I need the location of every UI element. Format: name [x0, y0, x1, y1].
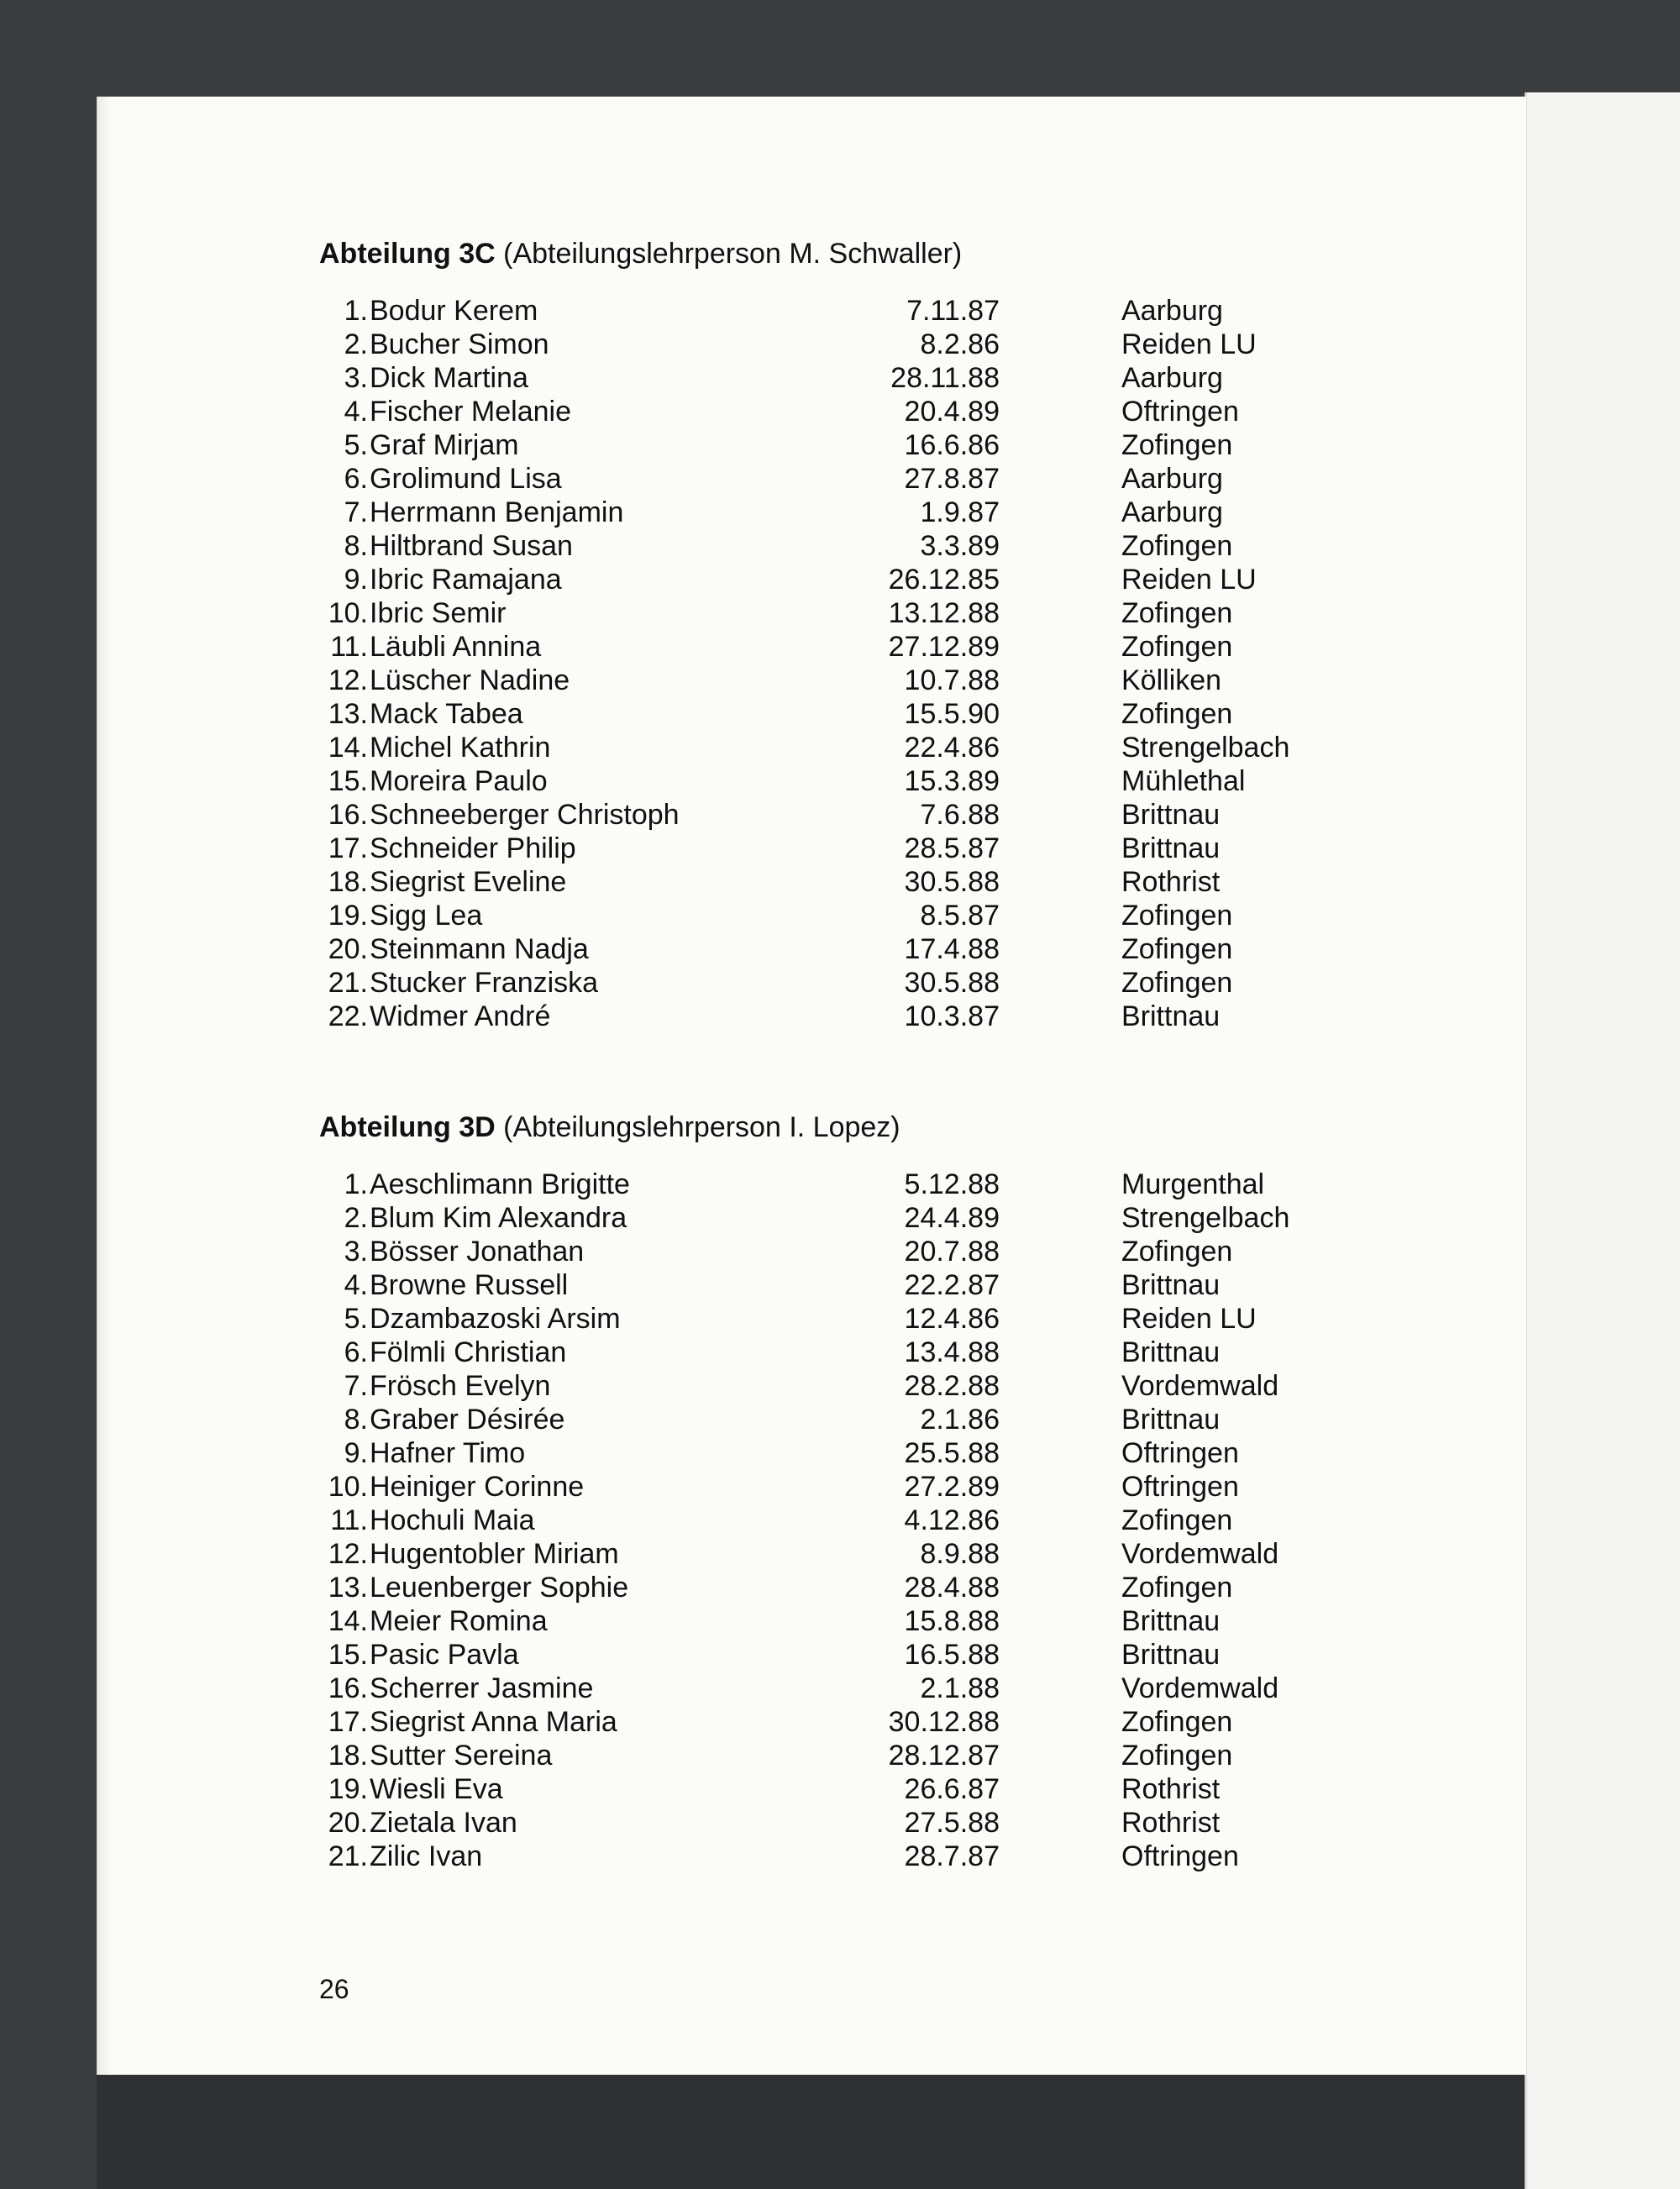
student-name: Siegrist Eveline — [370, 866, 567, 898]
student-name: Pasic Pavla — [370, 1639, 519, 1671]
row-number: 10. — [328, 1471, 368, 1503]
student-row — [319, 1672, 1411, 1705]
hometown: Brittnau — [1121, 1269, 1221, 1301]
student-name: Leuenberger Sophie — [370, 1572, 629, 1604]
hometown: Rothrist — [1121, 866, 1221, 898]
student-row — [319, 1739, 1411, 1772]
hometown: Vordemwald — [1121, 1370, 1279, 1402]
birth-date: 20.4.89 — [904, 396, 1000, 428]
row-number: 16. — [328, 1672, 368, 1704]
birth-date: 7.11.87 — [906, 295, 1000, 327]
student-name: Siegrist Anna Maria — [370, 1706, 617, 1738]
hometown: Reiden LU — [1121, 328, 1257, 360]
row-number: 13. — [328, 1572, 368, 1604]
hometown: Zofingen — [1121, 698, 1233, 730]
row-number: 5. — [344, 1303, 368, 1335]
student-name: Dick Martina — [370, 362, 528, 394]
student-name: Grolimund Lisa — [370, 463, 562, 495]
hometown: Brittnau — [1121, 1000, 1221, 1032]
birth-date: 27.2.89 — [904, 1471, 1000, 1503]
section-teacher: (Abteilungslehrperson M. Schwaller) — [503, 238, 963, 270]
hometown: Zofingen — [1121, 1706, 1233, 1738]
birth-date: 27.5.88 — [904, 1807, 1000, 1839]
birth-date: 2.1.88 — [920, 1672, 1000, 1704]
student-name: Steinmann Nadja — [370, 933, 589, 965]
row-number: 21. — [328, 1840, 368, 1872]
student-row — [319, 865, 1411, 899]
student-row — [319, 428, 1411, 462]
row-number: 9. — [344, 1437, 368, 1469]
student-name: Schneeberger Christoph — [370, 799, 680, 831]
student-name: Blum Kim Alexandra — [370, 1202, 627, 1234]
birth-date: 28.7.87 — [904, 1840, 1000, 1872]
row-number: 22. — [328, 1000, 368, 1032]
birth-date: 30.5.88 — [904, 866, 1000, 898]
birth-date: 3.3.89 — [920, 530, 1000, 562]
birth-date: 15.8.88 — [904, 1605, 1000, 1637]
hometown: Aarburg — [1121, 463, 1223, 495]
student-row — [319, 1806, 1411, 1840]
birth-date: 26.12.85 — [888, 564, 1000, 596]
student-row — [319, 932, 1411, 966]
student-name: Graber Désirée — [370, 1404, 565, 1436]
row-number: 6. — [344, 1336, 368, 1368]
birth-date: 16.5.88 — [904, 1639, 1000, 1671]
row-number: 6. — [344, 463, 368, 495]
student-list — [319, 1168, 1411, 1873]
row-number: 14. — [328, 732, 368, 764]
class-3d-section — [319, 1110, 1411, 1873]
row-number: 19. — [328, 1773, 368, 1805]
hometown: Zofingen — [1121, 631, 1233, 663]
class-3c-section — [319, 237, 1411, 1033]
birth-date: 25.5.88 — [904, 1437, 1000, 1469]
student-name: Graf Mirjam — [370, 429, 519, 461]
hometown: Zofingen — [1121, 429, 1233, 461]
student-row — [319, 1201, 1411, 1235]
student-list — [319, 294, 1411, 1033]
birth-date: 10.7.88 — [904, 664, 1000, 696]
birth-date: 28.12.87 — [888, 1740, 1000, 1772]
student-name: Bucher Simon — [370, 328, 549, 360]
student-row — [319, 496, 1411, 529]
student-name: Hochuli Maia — [370, 1504, 535, 1536]
row-number: 20. — [328, 933, 368, 965]
row-number: 10. — [328, 597, 368, 629]
student-name: Lüscher Nadine — [370, 664, 570, 696]
student-row — [319, 1638, 1411, 1672]
birth-date: 26.6.87 — [904, 1773, 1000, 1805]
hometown: Oftringen — [1121, 1437, 1239, 1469]
row-number: 18. — [328, 866, 368, 898]
row-number: 17. — [328, 832, 368, 864]
hometown: Zofingen — [1121, 967, 1233, 999]
student-name: Ibric Ramajana — [370, 564, 562, 596]
birth-date: 20.7.88 — [904, 1236, 1000, 1268]
student-row — [319, 664, 1411, 697]
birth-date: 30.12.88 — [888, 1706, 1000, 1738]
birth-date: 8.9.88 — [920, 1538, 1000, 1570]
birth-date: 28.11.88 — [890, 362, 1000, 394]
birth-date: 10.3.87 — [904, 1000, 1000, 1032]
student-row — [319, 1000, 1411, 1033]
hometown: Zofingen — [1121, 1504, 1233, 1536]
student-name: Heiniger Corinne — [370, 1471, 585, 1503]
row-number: 21. — [328, 967, 368, 999]
student-row — [319, 294, 1411, 328]
hometown: Brittnau — [1121, 799, 1221, 831]
birth-date: 28.4.88 — [904, 1572, 1000, 1604]
student-name: Scherrer Jasmine — [370, 1672, 594, 1704]
birth-date: 22.4.86 — [904, 732, 1000, 764]
row-number: 20. — [328, 1807, 368, 1839]
hometown: Oftringen — [1121, 396, 1239, 428]
row-number: 2. — [344, 328, 368, 360]
section-teacher: (Abteilungslehrperson I. Lopez) — [503, 1111, 900, 1143]
hometown: Zofingen — [1121, 1572, 1233, 1604]
student-name: Ibric Semir — [370, 597, 507, 629]
row-number: 15. — [328, 765, 368, 797]
student-name: Bodur Kerem — [370, 295, 538, 327]
student-row — [319, 1302, 1411, 1336]
page-number: 26 — [319, 1974, 349, 2004]
row-number: 7. — [344, 496, 368, 528]
row-number: 8. — [344, 1404, 368, 1436]
hometown: Aarburg — [1121, 362, 1223, 394]
birth-date: 13.12.88 — [888, 597, 1000, 629]
birth-date: 5.12.88 — [904, 1168, 1000, 1200]
student-row — [319, 1168, 1411, 1201]
birth-date: 2.1.86 — [920, 1404, 1000, 1436]
student-row — [319, 1235, 1411, 1268]
hometown: Murgenthal — [1121, 1168, 1265, 1200]
birth-date: 8.5.87 — [920, 900, 1000, 932]
student-row — [319, 1403, 1411, 1436]
hometown: Reiden LU — [1121, 564, 1257, 596]
birth-date: 22.2.87 — [904, 1269, 1000, 1301]
student-name: Wiesli Eva — [370, 1773, 503, 1805]
student-row — [319, 1772, 1411, 1806]
student-name: Zilic Ivan — [370, 1840, 483, 1872]
student-name: Moreira Paulo — [370, 765, 548, 797]
hometown: Aarburg — [1121, 295, 1223, 327]
student-name: Fölmli Christian — [370, 1336, 567, 1368]
student-name: Fischer Melanie — [370, 396, 571, 428]
birth-date: 28.5.87 — [904, 832, 1000, 864]
row-number: 13. — [328, 698, 368, 730]
row-number: 17. — [328, 1706, 368, 1738]
birth-date: 27.8.87 — [904, 463, 1000, 495]
hometown: Brittnau — [1121, 1404, 1221, 1436]
student-name: Schneider Philip — [370, 832, 576, 864]
hometown: Oftringen — [1121, 1840, 1239, 1872]
facing-page-edge — [1525, 92, 1680, 2189]
student-name: Zietala Ivan — [370, 1807, 517, 1839]
student-row — [319, 764, 1411, 798]
row-number: 4. — [344, 1269, 368, 1301]
hometown: Zofingen — [1121, 933, 1233, 965]
row-number: 19. — [328, 900, 368, 932]
birth-date: 28.2.88 — [904, 1370, 1000, 1402]
student-name: Browne Russell — [370, 1269, 569, 1301]
student-name: Läubli Annina — [370, 631, 542, 663]
birth-date: 16.6.86 — [904, 429, 1000, 461]
student-row — [319, 697, 1411, 731]
row-number: 4. — [344, 396, 368, 428]
student-row — [319, 1436, 1411, 1470]
student-row — [319, 1369, 1411, 1403]
hometown: Zofingen — [1121, 1740, 1233, 1772]
hometown: Rothrist — [1121, 1773, 1221, 1805]
section-title: Abteilung 3C — [319, 238, 496, 270]
hometown: Brittnau — [1121, 832, 1221, 864]
row-number: 15. — [328, 1639, 368, 1671]
student-name: Mack Tabea — [370, 698, 523, 730]
section-title: Abteilung 3D — [319, 1111, 496, 1143]
section-heading — [319, 237, 1411, 270]
hometown: Mühlethal — [1121, 765, 1246, 797]
birth-date: 15.5.90 — [904, 698, 1000, 730]
birth-date: 24.4.89 — [904, 1202, 1000, 1234]
birth-date: 13.4.88 — [904, 1336, 1000, 1368]
student-name: Stucker Franziska — [370, 967, 599, 999]
row-number: 5. — [344, 429, 368, 461]
student-row — [319, 563, 1411, 596]
hometown: Zofingen — [1121, 597, 1233, 629]
row-number: 12. — [328, 1538, 368, 1570]
student-name: Herrmann Benjamin — [370, 496, 624, 528]
student-name: Widmer André — [370, 1000, 551, 1032]
student-row — [319, 630, 1411, 664]
student-row — [319, 596, 1411, 630]
birth-date: 17.4.88 — [904, 933, 1000, 965]
student-name: Michel Kathrin — [370, 732, 551, 764]
section-heading — [319, 1110, 1411, 1144]
hometown: Aarburg — [1121, 496, 1223, 528]
hometown: Kölliken — [1121, 664, 1222, 696]
birth-date: 27.12.89 — [888, 631, 1000, 663]
hometown: Zofingen — [1121, 530, 1233, 562]
hometown: Strengelbach — [1121, 732, 1290, 764]
student-row — [319, 1705, 1411, 1739]
hometown: Zofingen — [1121, 900, 1233, 932]
student-name: Sigg Lea — [370, 900, 483, 932]
student-row — [319, 798, 1411, 832]
student-row — [319, 1336, 1411, 1369]
hometown: Brittnau — [1121, 1639, 1221, 1671]
hometown: Vordemwald — [1121, 1672, 1279, 1704]
student-row — [319, 462, 1411, 496]
birth-date: 4.12.86 — [904, 1504, 1000, 1536]
student-row — [319, 361, 1411, 395]
row-number: 1. — [344, 1168, 368, 1200]
row-number: 14. — [328, 1605, 368, 1637]
hometown: Reiden LU — [1121, 1303, 1257, 1335]
birth-date: 7.6.88 — [920, 799, 1000, 831]
student-row — [319, 1268, 1411, 1302]
student-name: Meier Romina — [370, 1605, 548, 1637]
student-row — [319, 529, 1411, 563]
birth-date: 30.5.88 — [904, 967, 1000, 999]
row-number: 7. — [344, 1370, 368, 1402]
birth-date: 15.3.89 — [904, 765, 1000, 797]
row-number: 2. — [344, 1202, 368, 1234]
hometown: Rothrist — [1121, 1807, 1221, 1839]
hometown: Brittnau — [1121, 1336, 1221, 1368]
student-row — [319, 731, 1411, 764]
student-row — [319, 395, 1411, 428]
row-number: 8. — [344, 530, 368, 562]
student-row — [319, 1537, 1411, 1571]
row-number: 11. — [330, 631, 368, 663]
student-row — [319, 966, 1411, 1000]
student-row — [319, 1604, 1411, 1638]
birth-date: 1.9.87 — [920, 496, 1000, 528]
hometown: Oftringen — [1121, 1471, 1239, 1503]
student-row — [319, 832, 1411, 865]
student-row — [319, 328, 1411, 361]
student-name: Hafner Timo — [370, 1437, 526, 1469]
birth-date: 12.4.86 — [904, 1303, 1000, 1335]
scan-background — [97, 2075, 1525, 2189]
student-row — [319, 899, 1411, 932]
row-number: 16. — [328, 799, 368, 831]
birth-date: 8.2.86 — [920, 328, 1000, 360]
student-name: Aeschlimann Brigitte — [370, 1168, 630, 1200]
student-row — [319, 1571, 1411, 1604]
row-number: 18. — [328, 1740, 368, 1772]
student-name: Hiltbrand Susan — [370, 530, 573, 562]
hometown: Vordemwald — [1121, 1538, 1279, 1570]
student-name: Frösch Evelyn — [370, 1370, 551, 1402]
hometown: Brittnau — [1121, 1605, 1221, 1637]
student-name: Bösser Jonathan — [370, 1236, 585, 1268]
student-row — [319, 1470, 1411, 1504]
row-number: 12. — [328, 664, 368, 696]
hometown: Zofingen — [1121, 1236, 1233, 1268]
student-name: Dzambazoski Arsim — [370, 1303, 621, 1335]
row-number: 11. — [330, 1504, 368, 1536]
student-name: Sutter Sereina — [370, 1740, 553, 1772]
student-name: Hugentobler Miriam — [370, 1538, 619, 1570]
row-number: 3. — [344, 362, 368, 394]
row-number: 9. — [344, 564, 368, 596]
student-row — [319, 1504, 1411, 1537]
student-row — [319, 1840, 1411, 1873]
row-number: 1. — [344, 295, 368, 327]
hometown: Strengelbach — [1121, 1202, 1290, 1234]
row-number: 3. — [344, 1236, 368, 1268]
